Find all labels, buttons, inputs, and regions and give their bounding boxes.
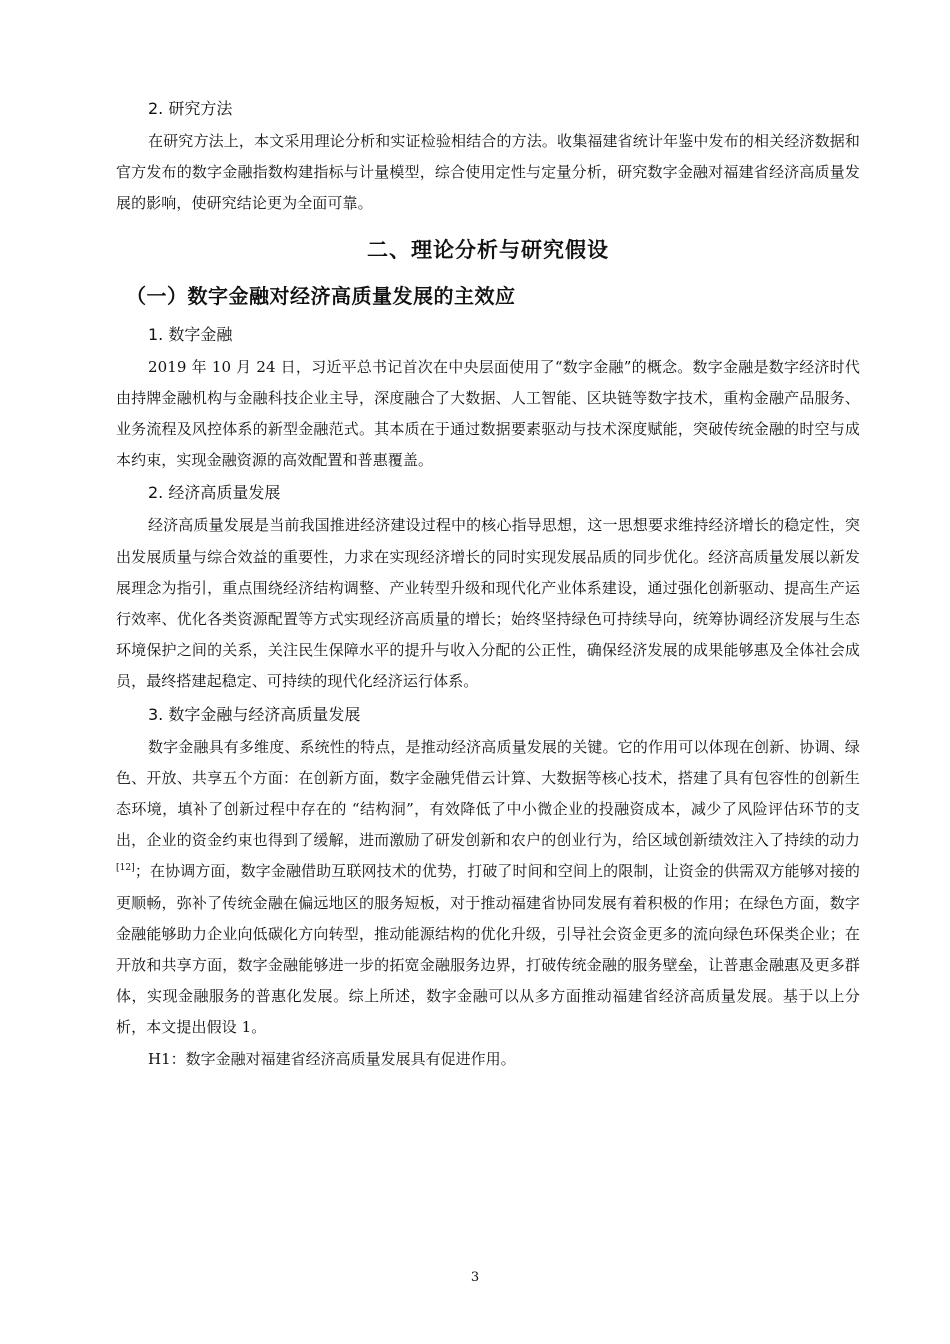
relationship-paragraph (116, 732, 860, 1044)
hq-development-paragraph: 经济高质量发展是当前我国推进经济建设过程中的核心指导思想，这一思想要求维持经济增长的稳定性，突出发展质量与综合效益的重要性，力求在实现经济增长的同时实现发展品质的同步优化。经济高质量发展以新发展理念为指引，重点围绕经济结构调整、产业转型升级和现代化产业体系建设，通过强化创新驱动、提高生产运行效率、优化各类资源配置等方式实现经济高质量的增长；始终坚持绿色可持续导向，统筹协调经济发展与生态环境保护之间的关系，关注民生保障水平的提升与收入分配的公正性，确保经济发展的成果能够惠及全体社会成员，最终搭建起稳定、可持续的现代化经济运行体系。 (116, 516, 860, 691)
relationship-heading: 3. 数字金融与经济高质量发展 (148, 704, 361, 724)
research-method-heading: 2. 研究方法 (148, 99, 233, 118)
digital-finance-paragraph: 2019 年 10 月 24 日，习近平总书记首次在中央层面使用了“数字金融”的概念。数字金融是数字经济时代由持牌金融机构与金融科技企业主导，深度融合了大数据、人工智能、区块链等数字技术，重构金融产品服务、业务流程及风控体系的新型金融范式。其本质在于通过数据要素驱动与技术深度赋能，突破传统金融的时空与成本约束，实现金融资源的高效配置和普惠覆盖。 (116, 357, 860, 470)
page-content (116, 92, 860, 1075)
hq-development-heading: 2. 经济高质量发展 (148, 483, 281, 503)
citation-marker: [12] (116, 863, 135, 874)
section-title: 二、理论分析与研究假设 (367, 237, 609, 262)
digital-finance-heading: 1. 数字金融 (148, 324, 233, 344)
relationship-paragraph-part1: 数字金融具有多维度、系统性的特点，是推动经济高质量发展的关键。它的作用可以体现在创新、协调、绿色、开放、共享五个方面：在创新方面，数字金融凭借云计算、大数据等核心技术，搭建了具有包容性的创新生态环境，填补了创新过程中存在的 “结构洞”，有效降低了中小微企业的投融资成本，减少了风险评估环节的支出，企业的资金约束也得到了缓解，进而激励了研发创新和农户的创业行为，给区域创新绩效注入了持续的动力 (116, 737, 860, 850)
relationship-paragraph-part2: ；在协调方面，数字金融借助互联网技术的优势，打破了时间和空间上的限制，让资金的供需双方能够对接的更顺畅，弥补了传统金融在偏远地区的服务短板，对于推动福建省协同发展有着积极的作用；在绿色方面，数字金融能够助力企业向低碳化方向转型，推动能源结构的优化升级，引导社会资金更多的流向绿色环保类企业；在开放和共享方面，数字金融能够进一步的拓宽金融服务边界，打破传统金融的服务壁垒，让普惠金融惠及更多群体，实现金融服务的普惠化发展。综上所述，数字金融可以从多方面推动福建省经济高质量发展。基于以上分析，本文提出假设 1。 (116, 862, 860, 1037)
chapter-title: （一）数字金融对经济高质量发展的主效应 (126, 283, 516, 308)
page-number: 3 (470, 1270, 480, 1285)
hypothesis-h1: H1：数字金融对福建省经济高质量发展具有促进作用。 (148, 1049, 516, 1068)
research-method-paragraph: 在研究方法上，本文采用理论分析和实证检验相结合的方法。收集福建省统计年鉴中发布的相关经济数据和官方发布的数字金融指数构建指标与计量模型，综合使用定性与定量分析，研究数字金融对福建省经济高质量发展的影响，使研究结论更为全面可靠。 (116, 132, 860, 213)
